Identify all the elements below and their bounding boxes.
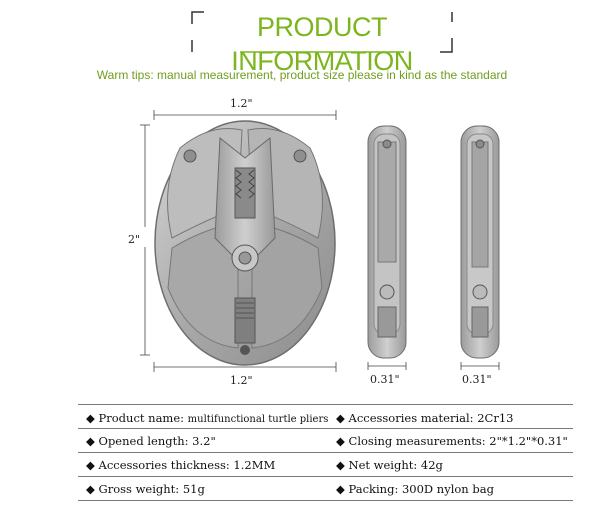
spec-divider: [78, 428, 573, 429]
side2-thickness-line: [455, 360, 505, 372]
bullet-icon: ◆: [336, 458, 345, 472]
side2-thickness-label: 0.31": [462, 373, 492, 386]
side1-thickness-label: 0.31": [370, 373, 400, 386]
bullet-icon: ◆: [86, 411, 95, 425]
spec-opened-length: ◆ Opened length: 3.2": [86, 434, 216, 448]
front-width-bottom-label: 1.2": [230, 374, 253, 387]
spec-divider: [78, 404, 573, 405]
bullet-icon: ◆: [336, 411, 345, 425]
spec-divider: [78, 500, 573, 501]
pliers-side-image-1: [362, 122, 412, 362]
spec-divider: [78, 476, 573, 477]
spec-product-name-label: Product name:: [98, 411, 185, 425]
page-title: PRODUCT INFORMATION: [231, 12, 413, 76]
pliers-front-image: [150, 118, 340, 370]
spec-product-name-value: multifunctional turtle pliers: [187, 414, 329, 425]
front-height-label: 2": [128, 233, 141, 246]
front-width-top-label: 1.2": [230, 97, 253, 110]
spec-divider: [78, 452, 573, 453]
front-width-bottom-line: [150, 360, 340, 374]
bullet-icon: ◆: [86, 434, 95, 448]
bullet-icon: ◆: [86, 482, 95, 496]
spec-accessories-thickness: ◆ Accessories thickness: 1.2MM: [86, 458, 276, 472]
warm-tips: Warm tips: manual measurement, product size please in kind as the standard: [96, 68, 508, 82]
bullet-icon: ◆: [336, 482, 345, 496]
spec-closing-measurements: ◆ Closing measurements: 2"*1.2"*0.31": [336, 434, 568, 448]
spec-packing: ◆ Packing: 300D nylon bag: [336, 482, 494, 496]
spec-net-weight: ◆ Net weight: 42g: [336, 458, 443, 472]
pliers-side-image-2: [455, 122, 505, 362]
spec-gross-weight: ◆ Gross weight: 51g: [86, 482, 205, 496]
spec-accessories-material: ◆ Accessories material: 2Cr13: [336, 411, 514, 425]
bullet-icon: ◆: [86, 458, 95, 472]
bullet-icon: ◆: [336, 434, 345, 448]
side1-thickness-line: [362, 360, 412, 372]
spec-product-name: [86, 411, 328, 425]
